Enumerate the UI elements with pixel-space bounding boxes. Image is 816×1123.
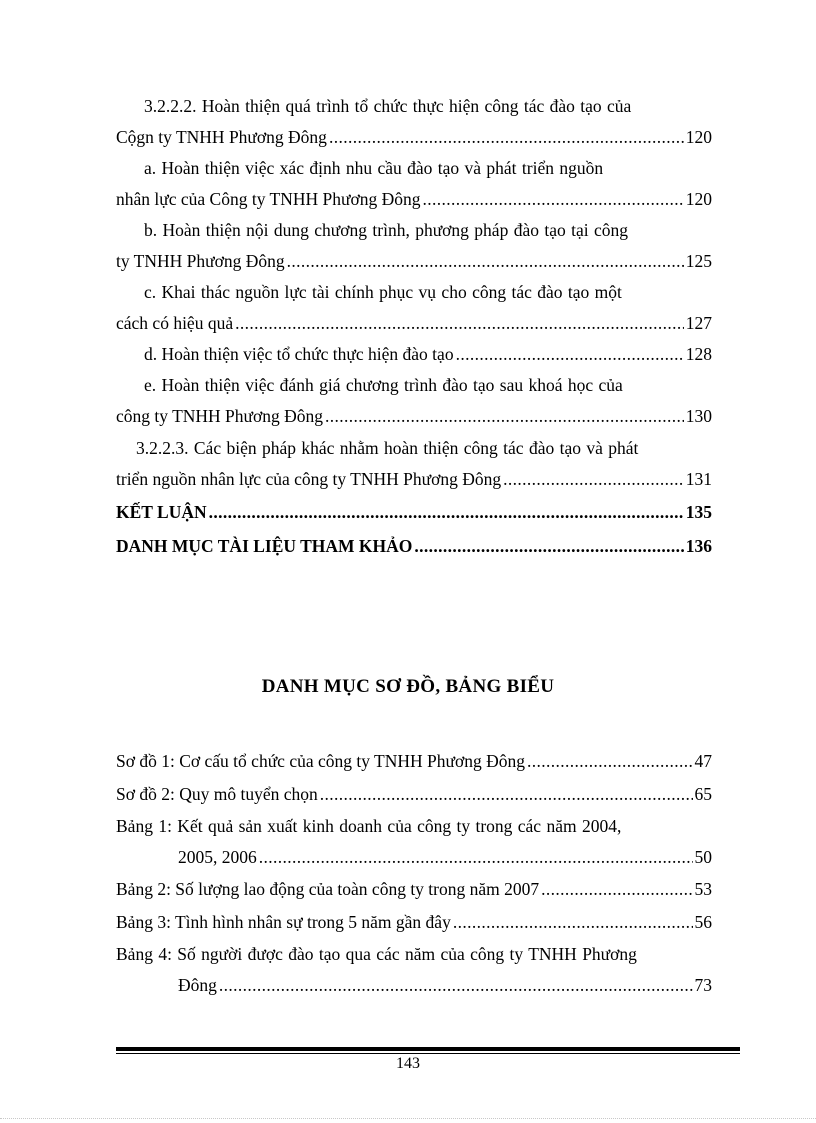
footer-rule-thin bbox=[116, 1053, 740, 1054]
table-page-number: 56 bbox=[694, 912, 712, 932]
table-text-line: 2005, 2006 bbox=[178, 847, 257, 867]
table-entry-4 bbox=[116, 939, 712, 1001]
figure-page-number: 65 bbox=[694, 784, 712, 804]
toc-entry-ket-luan bbox=[116, 497, 712, 528]
figure-page-number: 47 bbox=[694, 751, 712, 771]
page-bottom-border bbox=[0, 1118, 816, 1119]
toc-text-line: b. Hoàn thiện nội dung chương trình, phương pháp đào tạo tại công bbox=[144, 220, 628, 240]
toc-page-number: 125 bbox=[685, 251, 712, 271]
page-number: 143 bbox=[396, 1055, 420, 1072]
toc-text-line: e. Hoàn thiện việc đánh giá chương trình đào tạo sau khoá học của bbox=[144, 375, 623, 395]
figure-entry-2 bbox=[116, 779, 712, 810]
toc-page-number: 135 bbox=[685, 502, 712, 522]
dot-leader bbox=[541, 874, 692, 905]
toc-page-number: 120 bbox=[685, 127, 712, 147]
toc-text-line: công ty TNHH Phương Đông bbox=[116, 406, 324, 426]
dot-leader bbox=[209, 497, 684, 528]
figure-text-line: Sơ đồ 1: Cơ cấu tổ chức của công ty TNHH Phương Đông bbox=[116, 751, 526, 771]
figure-entry-1 bbox=[116, 746, 712, 777]
table-entry-3 bbox=[116, 907, 712, 938]
dot-leader bbox=[453, 907, 693, 938]
dot-leader bbox=[259, 842, 693, 873]
footer-rule-thick bbox=[116, 1047, 740, 1051]
toc-page-number: 128 bbox=[685, 344, 712, 364]
figure-text-line: Sơ đồ 2: Quy mô tuyển chọn bbox=[116, 784, 318, 804]
dot-leader bbox=[219, 970, 693, 1001]
dot-leader bbox=[235, 308, 684, 339]
dot-leader bbox=[287, 246, 684, 277]
toc-page-number: 130 bbox=[685, 406, 712, 426]
toc-text-line: a. Hoàn thiện việc xác định nhu cầu đào tạo và phát triển nguồn bbox=[144, 158, 604, 178]
dot-leader bbox=[527, 746, 692, 777]
toc-entry-b bbox=[116, 215, 712, 277]
toc-entry-tai-lieu bbox=[116, 531, 712, 562]
toc-text-line: Cộgn ty TNHH Phương Đông bbox=[116, 127, 327, 147]
toc-text-line: 3.2.2.2. Hoàn thiện quá trình tổ chức thực hiện công tác đào tạo của bbox=[144, 96, 632, 116]
toc-text-line: DANH MỤC TÀI LIỆU THAM KHẢO bbox=[116, 536, 413, 556]
toc-text-line: c. Khai thác nguồn lực tài chính phục vụ cho công tác đào tạo một bbox=[144, 282, 622, 302]
dot-leader bbox=[422, 184, 683, 215]
dot-leader bbox=[320, 779, 693, 810]
toc-text-line: nhân lực của Công ty TNHH Phương Đông bbox=[116, 189, 421, 209]
dot-leader bbox=[503, 464, 684, 495]
table-entry-1 bbox=[116, 811, 712, 873]
table-text-line: Bảng 2: Số lượng lao động của toàn công ty trong năm 2007 bbox=[116, 879, 540, 899]
toc-entry-3-2-2-2 bbox=[116, 91, 712, 153]
toc-entry-3-2-2-3 bbox=[116, 433, 712, 495]
toc-page-number: 131 bbox=[685, 469, 712, 489]
toc-entry-d bbox=[116, 339, 712, 370]
table-page-number: 50 bbox=[694, 847, 712, 867]
dot-leader bbox=[329, 122, 684, 153]
toc-entry-c bbox=[116, 277, 712, 339]
dot-leader bbox=[325, 401, 684, 432]
table-page-number: 53 bbox=[694, 879, 712, 899]
toc-text-line: triển nguồn nhân lực của công ty TNHH Phương Đông bbox=[116, 469, 502, 489]
toc-page-number: 127 bbox=[685, 313, 712, 333]
table-entry-2 bbox=[116, 874, 712, 905]
table-text-line: Bảng 4: Số người được đào tạo qua các năm của công ty TNHH Phương bbox=[116, 944, 637, 964]
table-text-line: Đông bbox=[178, 975, 217, 995]
toc-page-number: 120 bbox=[685, 189, 712, 209]
table-text-line: Bảng 3: Tình hình nhân sự trong 5 năm gần đây bbox=[116, 912, 451, 932]
toc-entry-e bbox=[116, 370, 712, 432]
toc-text-line: cách có hiệu quả bbox=[116, 313, 234, 333]
toc-text-line: d. Hoàn thiện việc tổ chức thực hiện đào tạo bbox=[144, 344, 454, 364]
table-page-number: 73 bbox=[694, 975, 712, 995]
toc-text-line: 3.2.2.3. Các biện pháp khác nhằm hoàn thiện công tác đào tạo và phát bbox=[136, 438, 639, 458]
dot-leader bbox=[456, 339, 684, 370]
toc-page-number: 136 bbox=[685, 536, 712, 556]
toc-entry-a bbox=[116, 153, 712, 215]
toc-text-line: ty TNHH Phương Đông bbox=[116, 251, 285, 271]
toc-text-line: KẾT LUẬN bbox=[116, 502, 207, 522]
table-text-line: Bảng 1: Kết quả sản xuất kinh doanh của công ty trong các năm 2004, bbox=[116, 816, 622, 836]
dot-leader bbox=[414, 531, 683, 562]
list-of-figures-title: DANH MỤC SƠ ĐỒ, BẢNG BIỂU bbox=[261, 676, 555, 697]
